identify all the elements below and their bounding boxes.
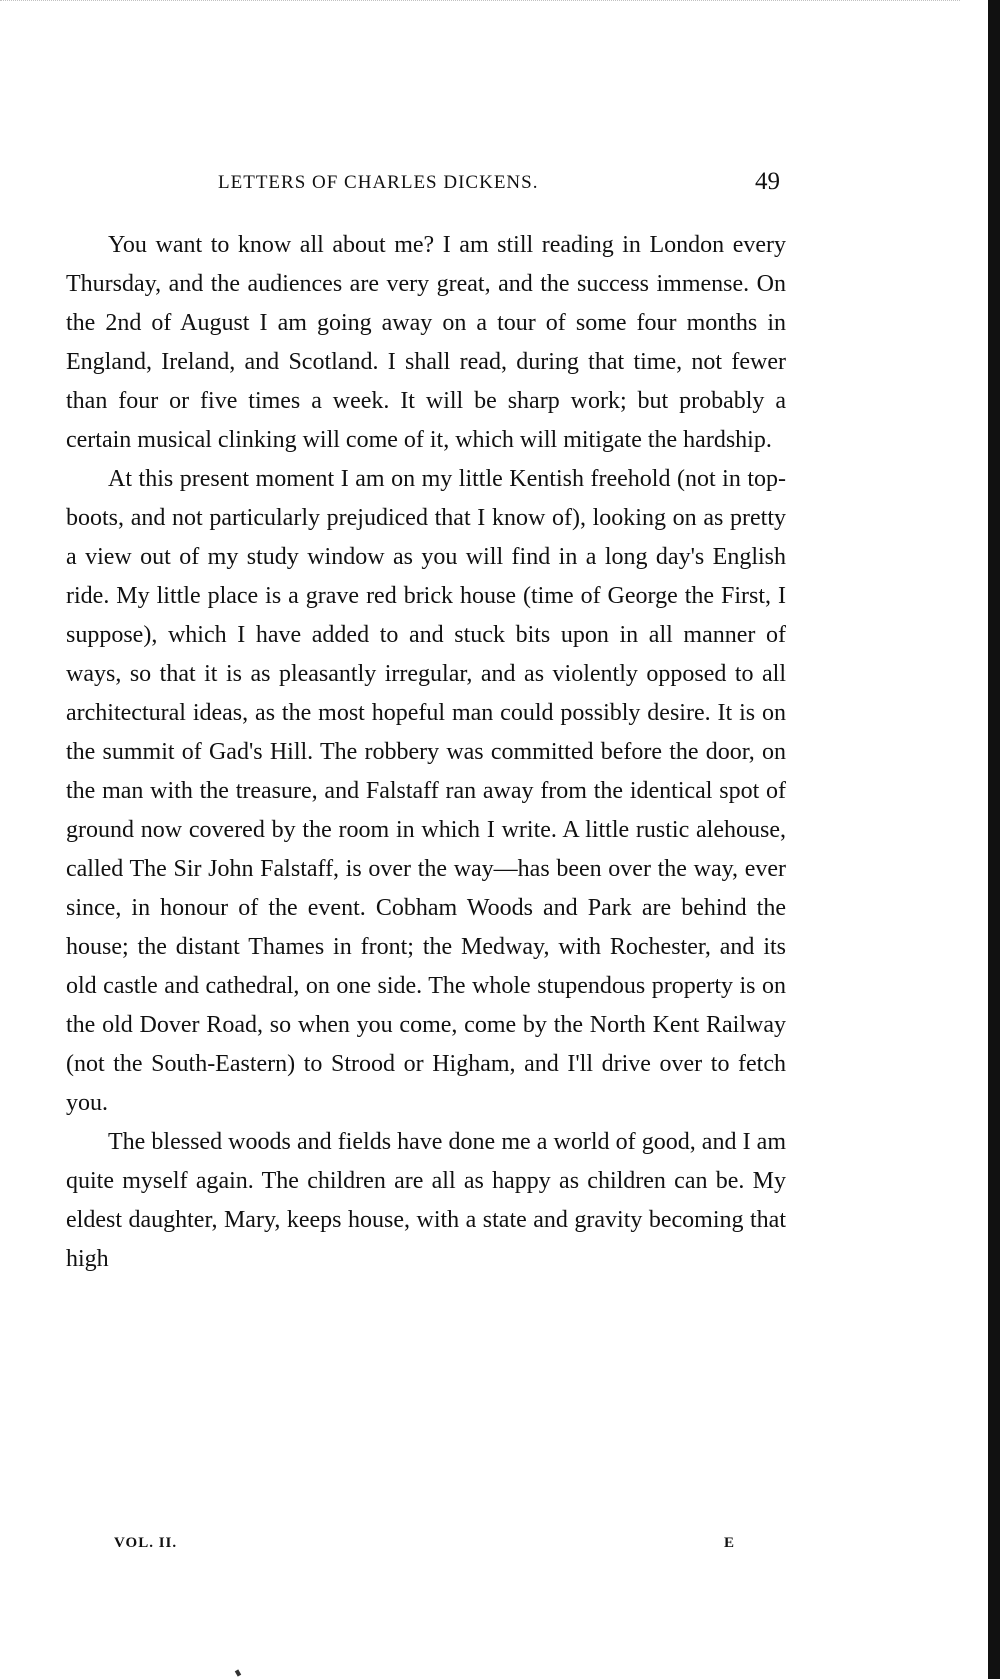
- page-number: 49: [755, 168, 780, 195]
- page-binding-edge: [988, 0, 1000, 1679]
- volume-mark: VOL. II.: [114, 1535, 178, 1551]
- signature-mark: E: [723, 1535, 734, 1551]
- paragraph-3: The blessed woods and fields have done me a world of good, and I am quite myself again. The children are all as happy as children can be. My eldest daughter, Mary, keeps house, with a state and gravity becoming that high: [66, 1129, 786, 1272]
- running-head: LETTERS OF CHARLES DICKENS.: [218, 172, 539, 193]
- letter-body: [66, 226, 786, 1279]
- paragraph-2: At this present moment I am on my little Kentish freehold (not in top-boots, and not particularly prejudiced that I know of), looking on as pretty a view out of my study window as you will find in a long day's English ride. My little place is a grave red brick house (time of George the First, I suppose), which I have added to and stuck bits upon in all manner of ways, so that it is as pleasantly irregular, and as violently opposed to all architectural ideas, as the most hopeful man could possibly desire. It is on the summit of Gad's Hill. The robbery was committed before the door, on the man with the treasure, and Falstaff ran away from the identical spot of ground now covered by the room in which I write. A little rustic alehouse, called The Sir John Falstaff, is over the way—has been over the way, ever since, in honour of the event. Cobham Woods and Park are behind the house; the distant Thames in front; the Medway, with Rochester, and its old castle and cathedral, on one side. The whole stupendous property is on the old Dover Road, so when you come, come by the North Kent Railway (not the South-Eastern) to Strood or Higham, and I'll drive over to fetch you.: [66, 466, 786, 1116]
- paragraph-1: You want to know all about me? I am still reading in London every Thursday, and the audiences are very great, and the success immense. On the 2nd of August I am going away on a tour of some four months in England, Ireland, and Scotland. I shall read, during that time, not fewer than four or five times a week. It will be sharp work; but probably a certain musical clinking will come of it, which will mitigate the hardship.: [66, 232, 786, 453]
- page-header: [66, 168, 786, 204]
- stray-ink-mark: [235, 1669, 241, 1676]
- page-footer: [66, 1535, 786, 1561]
- top-edge-specks: [0, 0, 960, 7]
